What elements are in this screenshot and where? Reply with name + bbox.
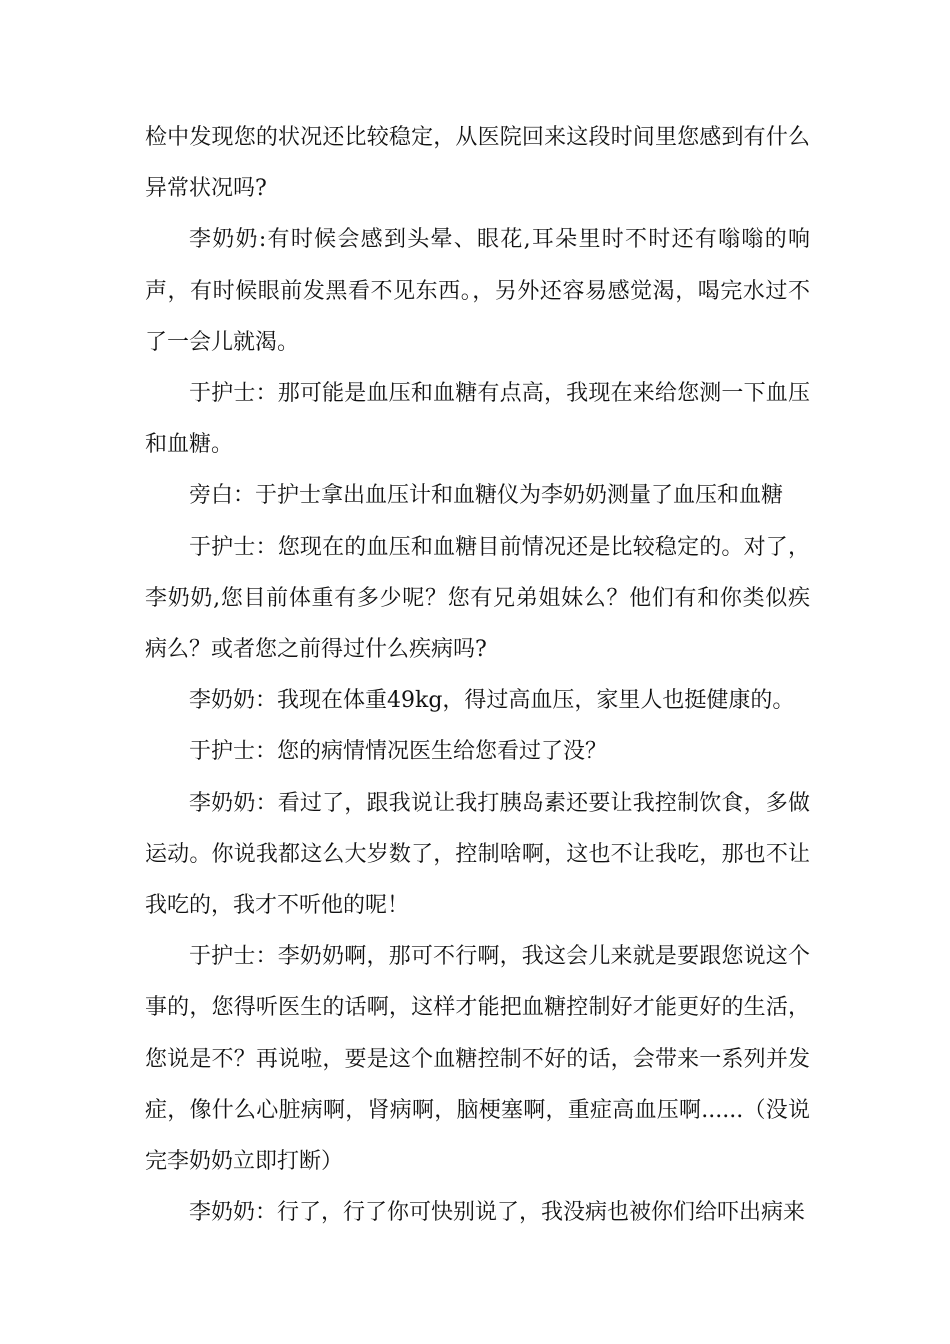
paragraph-dialogue: 李奶奶：我现在体重49kg，得过高血压，家里人也挺健康的。 [189, 688, 795, 714]
document-body [145, 112, 810, 1238]
paragraph-dialogue: 于护士：那可能是血压和血糖有点高，我现在来给您测一下血压和血糖。 [145, 381, 810, 458]
paragraph-dialogue: 李奶奶：看过了，跟我说让我打胰岛素还要让我控制饮食，多做运动。你说我都这么大岁数了，控制啥啊，这也不让我吃，那也不让我吃的，我才不听他的呢！ [145, 790, 810, 919]
paragraph-dialogue: 于护士：您的病情情况医生给您看过了没？ [189, 739, 608, 765]
paragraph-dialogue: 李奶奶：行了，行了你可快别说了，我没病也被你们给吓出病来 [189, 1200, 806, 1226]
paragraph-narration: 旁白：于护士拿出血压计和血糖仪为李奶奶测量了血压和血糖 [189, 483, 784, 509]
paragraph-dialogue: 于护士：您现在的血压和血糖目前情况还是比较稳定的。对了，李奶奶,您目前体重有多少呢？您有兄弟姐妹么？他们有和你类似疾病么？或者您之前得过什么疾病吗? [145, 534, 810, 663]
paragraph-continuation: 检中发现您的状况还比较稳定，从医院回来这段时间里您感到有什么异常状况吗? [145, 125, 810, 202]
paragraph-dialogue: 于护士：李奶奶啊，那可不行啊，我这会儿来就是要跟您说这个事的，您得听医生的话啊，这样才能把血糖控制好才能更好的生活，您说是不？再说啦，要是这个血糖控制不好的话，会带来一系列并发症，像什么心脏病啊，肾病啊，脑梗塞啊，重症高血压啊......（没说完李奶奶立即打断） [145, 944, 810, 1175]
paragraph-dialogue: 李奶奶:有时候会感到头晕、眼花,耳朵里时不时还有嗡嗡的响声，有时候眼前发黑看不见东西。，另外还容易感觉渴，喝完水过不了一会儿就渴。 [145, 227, 810, 355]
